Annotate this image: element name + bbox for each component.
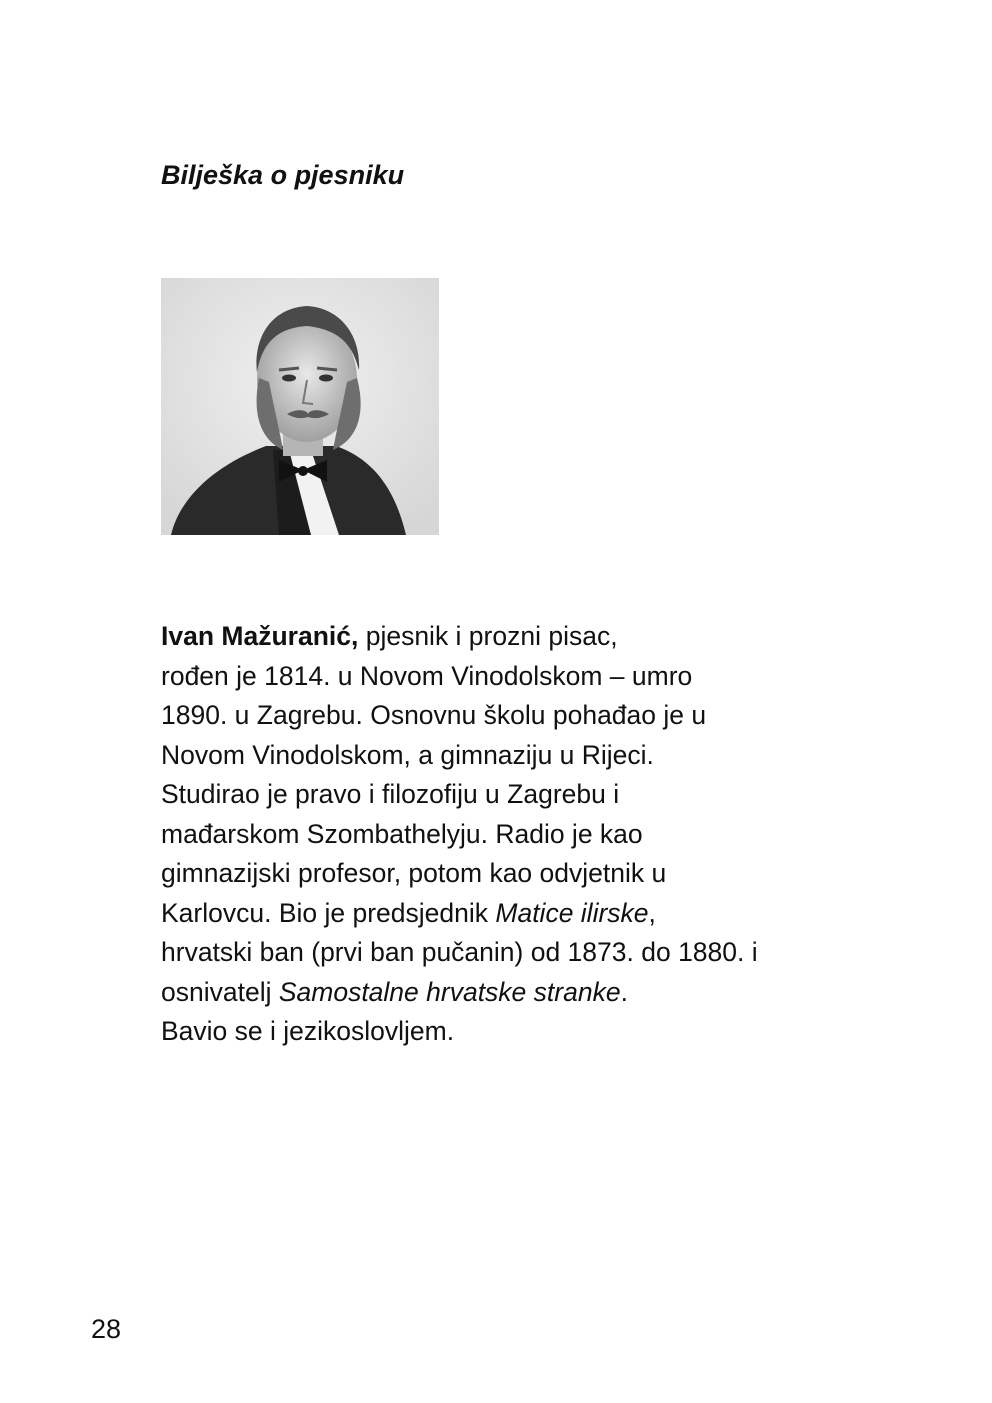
bio-line-4: Novom Vinodolskom, a gimnaziju u Rijeci. <box>161 739 654 770</box>
bio-line-5: Studirao je pravo i filozofiju u Zagrebu i <box>161 779 620 809</box>
matice-ilirske-title: Matice ilirske <box>495 897 649 928</box>
bio-line-11: Bavio se i jezikoslovljem. <box>161 1016 455 1046</box>
bio-line-10: osnivatelj Samostalne hrvatske stranke. <box>161 976 628 1007</box>
author-name: Ivan Mažuranić, <box>161 621 359 651</box>
page-heading: Bilješka o pjesniku <box>161 160 405 190</box>
bio-line-8: Karlovcu. Bio je predsjednik Matice ilirske, <box>161 897 656 928</box>
bio-line-7: gimnazijski profesor, potom kao odvjetnik u <box>161 858 667 888</box>
bio-line-3: 1890. u Zagrebu. Osnovnu školu pohađao je u <box>161 700 707 730</box>
party-name: Samostalne hrvatske stranke <box>278 976 621 1007</box>
bio-line-2: rođen je 1814. u Novom Vinodolskom – umro <box>161 660 693 691</box>
portrait-illustration <box>161 278 439 535</box>
bio-line-9: hrvatski ban (prvi ban pučanin) od 1873. do 1880. i <box>161 937 758 967</box>
page-number: 28 <box>91 1314 122 1344</box>
bio-line-6: mađarskom Szombathelyju. Radio je kao <box>161 818 643 849</box>
bio-line-1: Ivan Mažuranić, pjesnik i prozni pisac, <box>161 621 618 651</box>
author-biography <box>161 617 861 1052</box>
author-portrait-photo <box>161 278 439 535</box>
